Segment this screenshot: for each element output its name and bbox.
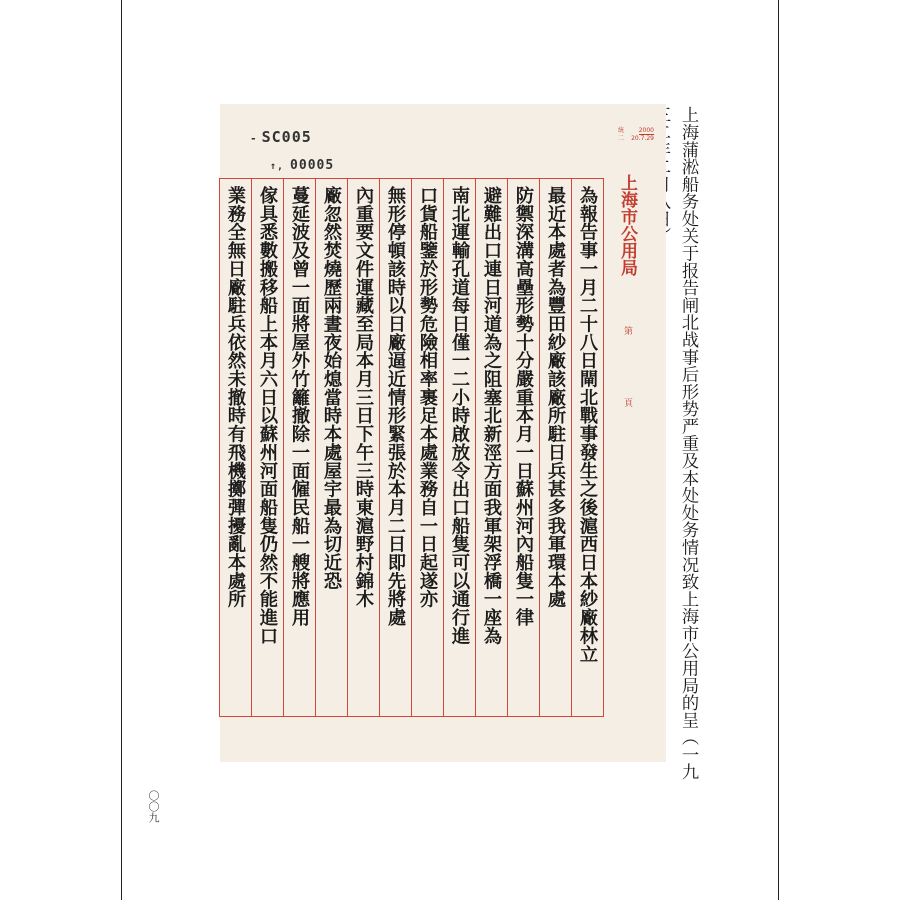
ruled-column-line [603, 178, 604, 717]
ruled-column-line [251, 178, 252, 717]
archive-subcode: ↑, 00005 [270, 158, 335, 173]
manuscript-column: 傢具悉數搬移船上本月六日以蘇州河面船隻仍然不能進口 [257, 186, 278, 645]
ruled-column-line [571, 178, 572, 717]
letterhead-title: 上海市公用局 [617, 174, 637, 276]
manuscript-column: 廠忽然焚燒歷兩晝夜始熄當時本處屋宇最為切近恐 [321, 186, 342, 590]
page-label-ye: 頁 [622, 398, 632, 407]
archive-code: - SC005 [250, 128, 312, 146]
page-label-di: 第 [622, 326, 632, 335]
manuscript-column: 避難出口連日河道為之阻塞北新涇方面我軍架浮橋一座為 [481, 186, 502, 645]
ruled-column-line [283, 178, 284, 717]
ruled-column-line [443, 178, 444, 717]
manuscript-column: 為報告事一月二十八日閘北戰事發生之後滬西日本紗廠林立 [577, 186, 598, 664]
manuscript-column: 南北運輸孔道每日僅一二小時啟放令出口船隻可以通行進 [449, 186, 470, 645]
document-facsimile [220, 104, 666, 762]
page-border-left [121, 0, 122, 900]
manuscript-column: 防禦深溝高壘形勢十分嚴重本月一日蘇州河內船隻一律 [513, 186, 534, 627]
ruled-column-line [315, 178, 316, 717]
page-border-right [778, 0, 779, 900]
ruled-column-line [507, 178, 508, 717]
archive-stamp: 統 2000 二 20.7.29 [618, 127, 654, 142]
manuscript-column: 口貨船鑒於形勢危險相率裹足本處業務自一日起遂亦 [417, 186, 438, 609]
manuscript-column: 內重要文件運藏至局本月三日下午三時東滬野村錦木 [353, 186, 374, 609]
manuscript-column: 無形停頓該時以日廠逼近情形緊張於本月二日即先將處 [385, 186, 406, 627]
document-caption: 上海蒲淞船务处关于报告闸北战事后形势严重及本处处务情况致上海市公用局的呈（一九 [678, 106, 698, 781]
ruled-column-line [475, 178, 476, 717]
ruled-column-line [379, 178, 380, 717]
page-number: 〇〇九 [147, 790, 160, 823]
manuscript-column: 蔓延波及曾一面將屋外竹籬撤除一面僱民船一艘將應用 [289, 186, 310, 627]
ruled-column-line [347, 178, 348, 717]
manuscript-column: 最近本處者為豐田紗廠該廠所駐日兵甚多我軍環本處 [545, 186, 566, 609]
page-label [620, 326, 634, 407]
manuscript-column: 業務全無日廠駐兵依然未撤時有飛機擲彈擾亂本處所 [225, 186, 246, 609]
ruled-column-line [411, 178, 412, 717]
ruled-column-line [219, 178, 220, 717]
ruled-column-line [539, 178, 540, 717]
